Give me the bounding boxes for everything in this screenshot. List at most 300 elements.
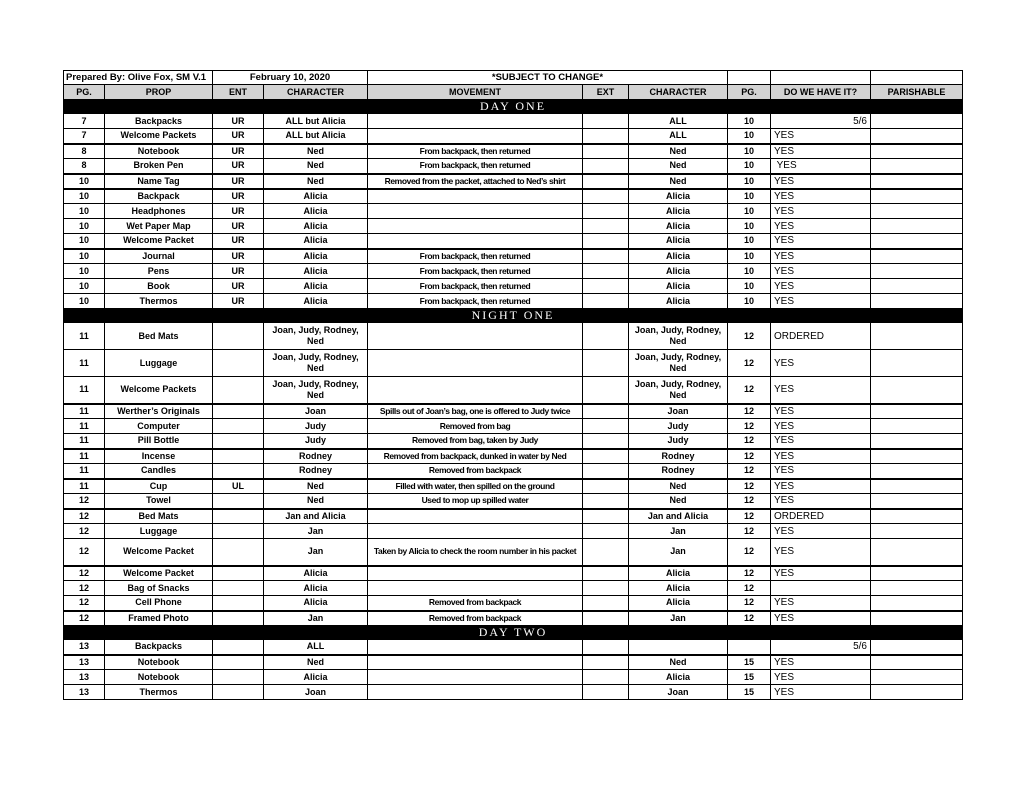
cell-ent bbox=[213, 377, 264, 404]
cell-ext bbox=[583, 494, 629, 509]
cell-character-2: Alicia bbox=[629, 581, 728, 596]
cell-movement: From backpack, then returned bbox=[368, 159, 583, 174]
cell-character-2: Alicia bbox=[629, 189, 728, 204]
cell-ext bbox=[583, 377, 629, 404]
cell-prop: Cup bbox=[105, 479, 213, 494]
cell-ent bbox=[213, 670, 264, 685]
col-header-parishable: PARISHABLE bbox=[871, 85, 963, 100]
cell-prop: Backpacks bbox=[105, 640, 213, 655]
cell-prop: Candles bbox=[105, 464, 213, 479]
cell-ext bbox=[583, 144, 629, 159]
cell-ent bbox=[213, 494, 264, 509]
cell-ext bbox=[583, 464, 629, 479]
table-row bbox=[64, 566, 963, 581]
cell-ext bbox=[583, 539, 629, 566]
table-row bbox=[64, 350, 963, 377]
cell-ent bbox=[213, 323, 264, 350]
cell-character-2: Judy bbox=[629, 419, 728, 434]
cell-have: YES bbox=[771, 204, 871, 219]
cell-character-2: Alicia bbox=[629, 234, 728, 249]
cell-pg: 12 bbox=[64, 494, 105, 509]
cell-have: YES bbox=[771, 479, 871, 494]
cell-pg: 10 bbox=[64, 279, 105, 294]
cell-character-2: Jan and Alicia bbox=[629, 509, 728, 524]
cell-character-2: Ned bbox=[629, 174, 728, 189]
cell-character: Joan, Judy, Rodney, Ned bbox=[264, 350, 368, 377]
cell-prop: Bed Mats bbox=[105, 509, 213, 524]
props-table bbox=[63, 70, 963, 700]
cell-prop: Luggage bbox=[105, 350, 213, 377]
cell-prop: Notebook bbox=[105, 670, 213, 685]
cell-have: YES bbox=[771, 449, 871, 464]
cell-character-2: Alicia bbox=[629, 264, 728, 279]
table-row bbox=[64, 419, 963, 434]
cell-movement: Removed from bag bbox=[368, 419, 583, 434]
cell-ext bbox=[583, 419, 629, 434]
cell-pg: 13 bbox=[64, 685, 105, 700]
cell-parishable bbox=[871, 581, 963, 596]
cell-movement bbox=[368, 204, 583, 219]
cell-pg-2: 12 bbox=[728, 377, 771, 404]
cell-ent bbox=[213, 596, 264, 611]
cell-movement bbox=[368, 581, 583, 596]
section-band-label: DAY ONE bbox=[64, 100, 963, 114]
cell-parishable bbox=[871, 566, 963, 581]
cell-ext bbox=[583, 449, 629, 464]
cell-prop: Name Tag bbox=[105, 174, 213, 189]
cell-prop: Welcome Packet bbox=[105, 566, 213, 581]
cell-have: YES bbox=[771, 524, 871, 539]
cell-pg: 10 bbox=[64, 189, 105, 204]
cell-character-2: Alicia bbox=[629, 204, 728, 219]
cell-pg-2: 12 bbox=[728, 434, 771, 449]
cell-movement bbox=[368, 377, 583, 404]
cell-pg-2: 12 bbox=[728, 566, 771, 581]
cell-pg-2: 10 bbox=[728, 234, 771, 249]
cell-character-2: Ned bbox=[629, 494, 728, 509]
cell-parishable bbox=[871, 596, 963, 611]
table-row bbox=[64, 114, 963, 129]
cell-ext bbox=[583, 234, 629, 249]
cell-parishable bbox=[871, 174, 963, 189]
cell-character-2: Jan bbox=[629, 539, 728, 566]
cell-pg: 13 bbox=[64, 670, 105, 685]
cell-parishable bbox=[871, 144, 963, 159]
cell-pg-2: 10 bbox=[728, 279, 771, 294]
cell-parishable bbox=[871, 404, 963, 419]
cell-prop: Bed Mats bbox=[105, 323, 213, 350]
table-row bbox=[64, 377, 963, 404]
col-header-character: CHARACTER bbox=[264, 85, 368, 100]
table-row bbox=[64, 509, 963, 524]
cell-pg: 10 bbox=[64, 174, 105, 189]
cell-prop: Bag of Snacks bbox=[105, 581, 213, 596]
table-row bbox=[64, 434, 963, 449]
cell-character: Ned bbox=[264, 159, 368, 174]
cell-pg: 12 bbox=[64, 596, 105, 611]
cell-ent: UR bbox=[213, 174, 264, 189]
cell-movement: From backpack, then returned bbox=[368, 279, 583, 294]
cell-movement bbox=[368, 114, 583, 129]
cell-movement bbox=[368, 219, 583, 234]
cell-character: Alicia bbox=[264, 566, 368, 581]
cell-have: YES bbox=[771, 219, 871, 234]
cell-parishable bbox=[871, 655, 963, 670]
cell-pg: 10 bbox=[64, 249, 105, 264]
cell-pg: 8 bbox=[64, 144, 105, 159]
col-header-ext: EXT bbox=[583, 85, 629, 100]
cell-character-2: ALL bbox=[629, 114, 728, 129]
cell-ext bbox=[583, 159, 629, 174]
cell-ent: UL bbox=[213, 479, 264, 494]
cell-have: 5/6 bbox=[771, 640, 871, 655]
cell-pg: 12 bbox=[64, 524, 105, 539]
cell-pg: 10 bbox=[64, 264, 105, 279]
cell-prop: Cell Phone bbox=[105, 596, 213, 611]
prepared-by-cell: Prepared By: Olive Fox, SM V.1 bbox=[64, 71, 213, 85]
cell-have: 5/6 bbox=[771, 114, 871, 129]
cell-character-2: Ned bbox=[629, 479, 728, 494]
cell-have: YES bbox=[771, 655, 871, 670]
cell-character: Alicia bbox=[264, 204, 368, 219]
cell-ent bbox=[213, 524, 264, 539]
table-row bbox=[64, 640, 963, 655]
cell-character: Rodney bbox=[264, 464, 368, 479]
cell-pg: 12 bbox=[64, 509, 105, 524]
cell-character-2 bbox=[629, 640, 728, 655]
cell-prop: Welcome Packet bbox=[105, 539, 213, 566]
cell-pg-2: 10 bbox=[728, 264, 771, 279]
cell-prop: Luggage bbox=[105, 524, 213, 539]
table-row bbox=[64, 464, 963, 479]
cell-pg: 11 bbox=[64, 434, 105, 449]
cell-ent bbox=[213, 539, 264, 566]
cell-ext bbox=[583, 581, 629, 596]
cell-ext bbox=[583, 219, 629, 234]
cell-pg: 11 bbox=[64, 479, 105, 494]
cell-pg-2: 12 bbox=[728, 323, 771, 350]
table-body bbox=[64, 100, 963, 700]
col-header-pg: PG. bbox=[64, 85, 105, 100]
section-band-label: DAY TWO bbox=[64, 626, 963, 640]
cell-prop: Broken Pen bbox=[105, 159, 213, 174]
cell-ent bbox=[213, 350, 264, 377]
cell-character: Jan and Alicia bbox=[264, 509, 368, 524]
table-row bbox=[64, 404, 963, 419]
cell-ext bbox=[583, 204, 629, 219]
table-row bbox=[64, 144, 963, 159]
cell-pg-2: 10 bbox=[728, 159, 771, 174]
cell-movement: Removed from backpack, dunked in water by Ned bbox=[368, 449, 583, 464]
cell-prop: Journal bbox=[105, 249, 213, 264]
cell-have: YES bbox=[771, 174, 871, 189]
cell-movement: Used to mop up spilled water bbox=[368, 494, 583, 509]
table-row bbox=[64, 581, 963, 596]
cell-ent bbox=[213, 449, 264, 464]
cell-prop: Wet Paper Map bbox=[105, 219, 213, 234]
cell-character-2: Alicia bbox=[629, 219, 728, 234]
cell-parishable bbox=[871, 377, 963, 404]
cell-pg: 12 bbox=[64, 566, 105, 581]
cell-ent: UR bbox=[213, 264, 264, 279]
cell-parishable bbox=[871, 611, 963, 626]
cell-prop: Pill Bottle bbox=[105, 434, 213, 449]
cell-pg-2: 12 bbox=[728, 419, 771, 434]
table-row bbox=[64, 204, 963, 219]
empty-cell bbox=[771, 71, 871, 85]
cell-movement bbox=[368, 509, 583, 524]
cell-have: YES bbox=[771, 685, 871, 700]
cell-pg: 10 bbox=[64, 234, 105, 249]
cell-pg-2: 12 bbox=[728, 524, 771, 539]
cell-pg-2: 10 bbox=[728, 219, 771, 234]
cell-pg-2: 12 bbox=[728, 404, 771, 419]
cell-pg: 10 bbox=[64, 294, 105, 309]
cell-character-2: Judy bbox=[629, 434, 728, 449]
col-header-movement: MOVEMENT bbox=[368, 85, 583, 100]
cell-have: YES bbox=[771, 159, 871, 174]
cell-ext bbox=[583, 264, 629, 279]
col-header-do-we-have-it: DO WE HAVE IT? bbox=[771, 85, 871, 100]
section-band-row bbox=[64, 626, 963, 640]
table-row bbox=[64, 234, 963, 249]
table-row bbox=[64, 174, 963, 189]
cell-character-2: Ned bbox=[629, 159, 728, 174]
cell-pg-2: 10 bbox=[728, 129, 771, 144]
cell-have: YES bbox=[771, 670, 871, 685]
cell-character: Judy bbox=[264, 434, 368, 449]
cell-character: Alicia bbox=[264, 581, 368, 596]
cell-have: YES bbox=[771, 539, 871, 566]
cell-ent bbox=[213, 685, 264, 700]
cell-parishable bbox=[871, 434, 963, 449]
cell-prop: Towel bbox=[105, 494, 213, 509]
cell-movement: From backpack, then returned bbox=[368, 249, 583, 264]
col-header-pg-2: PG. bbox=[728, 85, 771, 100]
cell-parishable bbox=[871, 685, 963, 700]
cell-parishable bbox=[871, 189, 963, 204]
table-row bbox=[64, 611, 963, 626]
cell-parishable bbox=[871, 640, 963, 655]
cell-character-2: Joan bbox=[629, 404, 728, 419]
cell-pg: 11 bbox=[64, 449, 105, 464]
cell-pg: 11 bbox=[64, 419, 105, 434]
cell-have: YES bbox=[771, 419, 871, 434]
cell-movement: Removed from bag, taken by Judy bbox=[368, 434, 583, 449]
cell-pg-2: 12 bbox=[728, 494, 771, 509]
column-header-row bbox=[64, 85, 963, 100]
cell-prop: Welcome Packets bbox=[105, 377, 213, 404]
cell-pg: 12 bbox=[64, 539, 105, 566]
cell-character-2: Alicia bbox=[629, 249, 728, 264]
cell-ext bbox=[583, 174, 629, 189]
cell-character-2: Alicia bbox=[629, 294, 728, 309]
cell-movement: Taken by Alicia to check the room number in his packet bbox=[368, 539, 583, 566]
cell-character: Ned bbox=[264, 655, 368, 670]
cell-ext bbox=[583, 279, 629, 294]
col-header-ent: ENT bbox=[213, 85, 264, 100]
cell-parishable bbox=[871, 114, 963, 129]
date-cell: February 10, 2020 bbox=[213, 71, 368, 85]
cell-movement: From backpack, then returned bbox=[368, 264, 583, 279]
cell-parishable bbox=[871, 670, 963, 685]
table-row bbox=[64, 539, 963, 566]
cell-character: Alicia bbox=[264, 234, 368, 249]
cell-character: ALL but Alicia bbox=[264, 114, 368, 129]
table-row bbox=[64, 264, 963, 279]
cell-pg-2: 12 bbox=[728, 509, 771, 524]
cell-character: Alicia bbox=[264, 249, 368, 264]
cell-movement: Filled with water, then spilled on the ground bbox=[368, 479, 583, 494]
cell-ext bbox=[583, 189, 629, 204]
cell-character-2: Joan, Judy, Rodney, Ned bbox=[629, 377, 728, 404]
table-row bbox=[64, 494, 963, 509]
empty-cell bbox=[871, 71, 963, 85]
cell-pg-2: 12 bbox=[728, 464, 771, 479]
cell-ext bbox=[583, 640, 629, 655]
cell-have: YES bbox=[771, 189, 871, 204]
table-row bbox=[64, 249, 963, 264]
cell-character: Ned bbox=[264, 144, 368, 159]
table-row bbox=[64, 596, 963, 611]
cell-pg-2: 12 bbox=[728, 581, 771, 596]
col-header-character-2: CHARACTER bbox=[629, 85, 728, 100]
cell-ent bbox=[213, 509, 264, 524]
cell-character: Joan bbox=[264, 685, 368, 700]
cell-character: ALL bbox=[264, 640, 368, 655]
cell-ext bbox=[583, 509, 629, 524]
cell-ext bbox=[583, 129, 629, 144]
cell-prop: Thermos bbox=[105, 294, 213, 309]
cell-pg-2: 10 bbox=[728, 174, 771, 189]
cell-parishable bbox=[871, 539, 963, 566]
cell-character: Alicia bbox=[264, 219, 368, 234]
cell-pg-2: 15 bbox=[728, 655, 771, 670]
cell-ent bbox=[213, 611, 264, 626]
table-row bbox=[64, 219, 963, 234]
cell-movement bbox=[368, 323, 583, 350]
cell-prop: Backpacks bbox=[105, 114, 213, 129]
cell-pg-2: 12 bbox=[728, 479, 771, 494]
cell-parishable bbox=[871, 294, 963, 309]
cell-character-2: Joan bbox=[629, 685, 728, 700]
table-row bbox=[64, 323, 963, 350]
cell-have: YES bbox=[771, 350, 871, 377]
cell-have: YES bbox=[771, 249, 871, 264]
cell-have: ORDERED bbox=[771, 323, 871, 350]
title-row bbox=[64, 71, 963, 85]
cell-have: YES bbox=[771, 144, 871, 159]
cell-pg-2: 15 bbox=[728, 670, 771, 685]
cell-character: Alicia bbox=[264, 670, 368, 685]
cell-have: YES bbox=[771, 294, 871, 309]
cell-prop: Backpack bbox=[105, 189, 213, 204]
cell-ent bbox=[213, 655, 264, 670]
cell-movement bbox=[368, 670, 583, 685]
cell-have: YES bbox=[771, 434, 871, 449]
cell-movement bbox=[368, 566, 583, 581]
cell-have: ORDERED bbox=[771, 509, 871, 524]
cell-ext bbox=[583, 670, 629, 685]
table-row bbox=[64, 479, 963, 494]
cell-pg: 13 bbox=[64, 640, 105, 655]
cell-pg-2: 10 bbox=[728, 294, 771, 309]
cell-parishable bbox=[871, 464, 963, 479]
cell-ext bbox=[583, 114, 629, 129]
section-band-row bbox=[64, 309, 963, 323]
cell-ext bbox=[583, 611, 629, 626]
cell-have: YES bbox=[771, 596, 871, 611]
cell-movement bbox=[368, 685, 583, 700]
cell-ent bbox=[213, 581, 264, 596]
cell-ext bbox=[583, 655, 629, 670]
cell-ent bbox=[213, 566, 264, 581]
cell-character: Alicia bbox=[264, 596, 368, 611]
cell-pg: 12 bbox=[64, 581, 105, 596]
cell-movement: Removed from backpack bbox=[368, 596, 583, 611]
cell-pg: 7 bbox=[64, 129, 105, 144]
cell-parishable bbox=[871, 419, 963, 434]
cell-pg-2: 15 bbox=[728, 685, 771, 700]
cell-parishable bbox=[871, 279, 963, 294]
cell-character: Joan, Judy, Rodney, Ned bbox=[264, 377, 368, 404]
cell-movement: Removed from the packet, attached to Ned’s shirt bbox=[368, 174, 583, 189]
cell-ent: UR bbox=[213, 204, 264, 219]
cell-movement bbox=[368, 234, 583, 249]
cell-ext bbox=[583, 404, 629, 419]
cell-parishable bbox=[871, 159, 963, 174]
cell-pg-2: 12 bbox=[728, 539, 771, 566]
section-band-row bbox=[64, 100, 963, 114]
cell-pg-2: 10 bbox=[728, 204, 771, 219]
cell-pg-2: 12 bbox=[728, 611, 771, 626]
cell-character-2: Alicia bbox=[629, 279, 728, 294]
cell-ext bbox=[583, 685, 629, 700]
cell-ext bbox=[583, 524, 629, 539]
cell-movement: Removed from backpack bbox=[368, 611, 583, 626]
cell-pg-2: 10 bbox=[728, 249, 771, 264]
cell-character: Alicia bbox=[264, 264, 368, 279]
cell-pg-2: 10 bbox=[728, 144, 771, 159]
cell-pg: 11 bbox=[64, 404, 105, 419]
table-row bbox=[64, 524, 963, 539]
cell-pg-2: 10 bbox=[728, 189, 771, 204]
cell-prop: Welcome Packet bbox=[105, 234, 213, 249]
cell-ent: UR bbox=[213, 159, 264, 174]
cell-character: Ned bbox=[264, 494, 368, 509]
cell-have: YES bbox=[771, 234, 871, 249]
cell-parishable bbox=[871, 494, 963, 509]
cell-movement bbox=[368, 350, 583, 377]
cell-parishable bbox=[871, 204, 963, 219]
cell-parishable bbox=[871, 509, 963, 524]
cell-have: YES bbox=[771, 494, 871, 509]
cell-ext bbox=[583, 249, 629, 264]
cell-movement bbox=[368, 189, 583, 204]
cell-movement bbox=[368, 129, 583, 144]
cell-prop: Book bbox=[105, 279, 213, 294]
cell-pg: 11 bbox=[64, 377, 105, 404]
cell-pg-2: 12 bbox=[728, 350, 771, 377]
cell-character: Rodney bbox=[264, 449, 368, 464]
cell-character: Ned bbox=[264, 479, 368, 494]
table-row bbox=[64, 294, 963, 309]
cell-movement bbox=[368, 655, 583, 670]
cell-prop: Computer bbox=[105, 419, 213, 434]
cell-ent: UR bbox=[213, 279, 264, 294]
table-row bbox=[64, 670, 963, 685]
cell-ent bbox=[213, 640, 264, 655]
